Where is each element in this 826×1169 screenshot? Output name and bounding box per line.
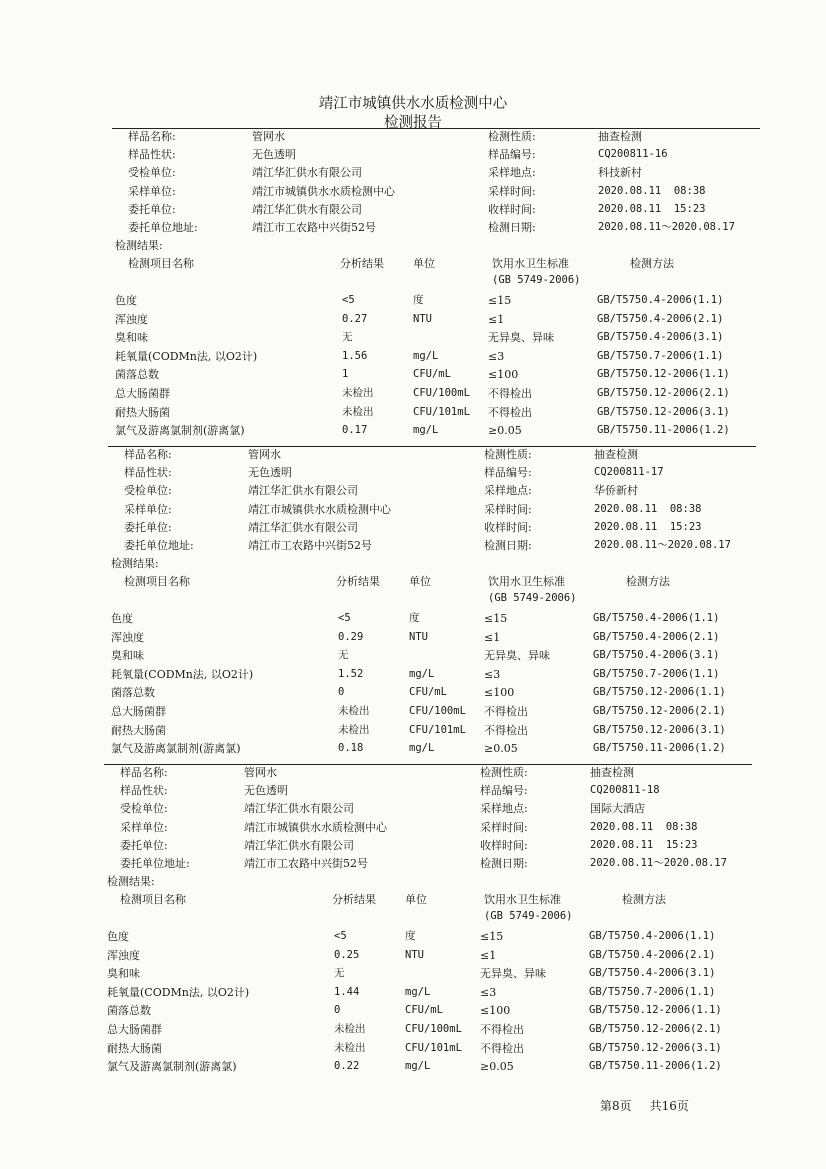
col-standard: 饮用水卫生标准 — [492, 257, 569, 270]
result-unit: mg/L — [413, 424, 439, 437]
label-client-address: 委托单位地址: — [128, 221, 198, 234]
result-method: GB/T5750.12-2006(1.1) — [597, 368, 730, 381]
result-method: GB/T5750.11-2006(1.2) — [589, 1060, 722, 1073]
result-unit: mg/L — [405, 985, 431, 998]
value-receive-time: 2020.08.11 15:23 — [598, 203, 706, 215]
section-divider — [104, 764, 752, 765]
result-method: GB/T5750.7-2006(1.1) — [597, 349, 724, 362]
result-value: 0.25 — [334, 948, 360, 961]
col-item: 检测项目名称 — [128, 257, 194, 270]
col-result: 分析结果 — [340, 257, 384, 270]
result-value: 0.17 — [342, 424, 368, 437]
label-client: 委托单位: — [128, 203, 176, 216]
result-item-name: 总大肠菌群 — [115, 387, 170, 400]
result-value: 未检出 — [334, 1041, 366, 1054]
value-sample-name: 管网水 — [248, 448, 281, 461]
result-item-name: 浑浊度 — [115, 312, 148, 326]
label-results: 检测结果: — [115, 239, 163, 252]
result-item-name: 色度 — [111, 612, 133, 625]
label-test-date: 检测日期: — [480, 857, 528, 870]
value-sampler: 靖江市城镇供水水质检测中心 — [244, 821, 387, 834]
result-unit: CFU/mL — [409, 686, 447, 699]
result-method: GB/T5750.4-2006(2.1) — [593, 630, 720, 643]
value-recipient: 靖江华汇供水有限公司 — [244, 802, 354, 815]
result-unit: CFU/mL — [405, 1004, 443, 1017]
label-results: 检测结果: — [107, 875, 155, 888]
result-item-name: 菌落总数 — [107, 1004, 151, 1018]
result-item-name: 臭和味 — [111, 649, 144, 663]
label-test-nature: 检测性质: — [488, 130, 536, 143]
result-method: GB/T5750.12-2006(1.1) — [589, 1004, 722, 1017]
result-value: 无 — [342, 331, 353, 344]
value-receive-time: 2020.08.11 15:23 — [590, 839, 698, 851]
result-method: GB/T5750.12-2006(3.1) — [589, 1041, 722, 1054]
value-client-address: 靖江市工农路中兴街52号 — [248, 539, 372, 552]
value-sample-state: 无色透明 — [252, 148, 296, 161]
result-method: GB/T5750.4-2006(3.1) — [597, 331, 724, 344]
result-unit: CFU/100mL — [409, 705, 466, 717]
result-value: 未检出 — [342, 387, 374, 399]
result-unit: NTU — [409, 630, 428, 643]
result-item-name: 氯气及游离氯制剂(游离氯) — [111, 742, 241, 756]
result-item-name: 浑浊度 — [111, 630, 144, 644]
result-method: GB/T5750.4-2006(1.1) — [593, 612, 720, 624]
result-standard: ≤100 — [488, 368, 519, 382]
result-standard: ≤100 — [484, 686, 515, 700]
result-value: 0 — [334, 1004, 341, 1017]
label-sample-name: 样品名称: — [120, 766, 168, 779]
label-sample-no: 样品编号: — [484, 466, 532, 479]
result-standard: ≥0.05 — [480, 1060, 514, 1074]
sample-section-2 — [0, 446, 822, 766]
result-value: 无 — [338, 649, 349, 662]
col-method: 检测方法 — [622, 893, 666, 906]
result-unit: NTU — [413, 312, 432, 325]
result-method: GB/T5750.12-2006(2.1) — [589, 1023, 722, 1035]
result-standard: ≤15 — [480, 930, 504, 943]
result-method: GB/T5750.12-2006(2.1) — [593, 705, 726, 717]
org-title: 靖江市城镇供水水质检测中心 — [318, 96, 508, 112]
result-value: 未检出 — [334, 1023, 366, 1035]
label-sampling-time: 采样时间: — [488, 185, 536, 198]
value-sampler: 靖江市城镇供水水质检测中心 — [252, 185, 395, 198]
result-value: 0.27 — [342, 312, 368, 325]
result-standard: ≤15 — [488, 294, 512, 307]
col-item: 检测项目名称 — [124, 575, 190, 588]
result-unit: NTU — [405, 948, 424, 961]
result-value: 0.18 — [338, 742, 364, 755]
col-standard: 饮用水卫生标准 — [484, 893, 561, 906]
result-method: GB/T5750.4-2006(3.1) — [593, 649, 720, 662]
value-client-address: 靖江市工农路中兴街52号 — [252, 221, 376, 234]
result-method: GB/T5750.7-2006(1.1) — [593, 667, 720, 680]
result-item-name: 氯气及游离氯制剂(游离氯) — [107, 1060, 237, 1074]
label-client-address: 委托单位地址: — [120, 857, 190, 870]
value-client-address: 靖江市工农路中兴街52号 — [244, 857, 368, 870]
page-number: 第8页 — [600, 1099, 632, 1113]
value-test-date: 2020.08.11～2020.08.17 — [594, 539, 731, 551]
label-sample-state: 样品性状: — [124, 466, 172, 479]
col-method: 检测方法 — [626, 575, 670, 588]
label-sampling-time: 采样时间: — [484, 503, 532, 516]
sample-section-3 — [0, 764, 818, 1084]
value-client: 靖江华汇供水有限公司 — [244, 839, 354, 852]
result-standard: 无异臭、异味 — [480, 967, 546, 981]
result-item-name: 耐热大肠菌 — [107, 1041, 162, 1055]
result-value: 0.22 — [334, 1060, 360, 1073]
result-item-name: 耐热大肠菌 — [111, 723, 166, 737]
result-unit: CFU/mL — [413, 368, 451, 381]
result-value: 0.29 — [338, 630, 364, 643]
result-standard: ≤1 — [480, 948, 497, 962]
result-standard: ≥0.05 — [484, 742, 518, 756]
result-value: 0 — [338, 686, 345, 699]
result-item-name: 菌落总数 — [111, 686, 155, 700]
result-method: GB/T5750.11-2006(1.2) — [597, 424, 730, 437]
label-sampler: 采样单位: — [120, 821, 168, 834]
col-standard-sub: (GB 5749-2006) — [488, 592, 577, 604]
label-test-date: 检测日期: — [488, 221, 536, 234]
result-item-name: 总大肠菌群 — [111, 705, 166, 718]
value-sample-state: 无色透明 — [244, 784, 288, 797]
result-item-name: 耗氧量(CODMn法, 以O2计) — [111, 667, 254, 681]
label-client: 委托单位: — [120, 839, 168, 852]
label-sampler: 采样单位: — [128, 185, 176, 198]
value-receive-time: 2020.08.11 15:23 — [594, 521, 702, 533]
result-item-name: 耗氧量(CODMn法, 以O2计) — [115, 349, 258, 363]
result-method: GB/T5750.12-2006(2.1) — [597, 387, 730, 399]
value-sample-no: CQ200811-18 — [590, 784, 660, 796]
result-standard: ≤3 — [488, 349, 505, 363]
value-test-date: 2020.08.11～2020.08.17 — [598, 221, 735, 233]
result-unit: mg/L — [409, 742, 435, 755]
label-results: 检测结果: — [111, 557, 159, 570]
result-item-name: 氯气及游离氯制剂(游离氯) — [115, 424, 245, 438]
result-unit: CFU/100mL — [405, 1023, 462, 1035]
result-method: GB/T5750.4-2006(2.1) — [597, 312, 724, 325]
result-item-name: 菌落总数 — [115, 368, 159, 382]
result-method: GB/T5750.4-2006(3.1) — [589, 967, 716, 980]
result-standard: 不得检出 — [484, 723, 528, 737]
result-standard: ≤100 — [480, 1004, 511, 1018]
col-result: 分析结果 — [336, 575, 380, 588]
label-sampling-time: 采样时间: — [480, 821, 528, 834]
col-standard-sub: (GB 5749-2006) — [492, 274, 581, 286]
label-recipient: 受检单位: — [128, 166, 176, 179]
result-standard: 不得检出 — [488, 387, 532, 400]
col-unit: 单位 — [409, 575, 431, 588]
label-sample-no: 样品编号: — [488, 148, 536, 161]
section-divider — [112, 128, 760, 129]
result-standard: ≤1 — [488, 312, 505, 326]
label-client: 委托单位: — [124, 521, 172, 534]
label-receive-time: 收样时间: — [480, 839, 528, 852]
result-value: 未检出 — [342, 405, 374, 418]
result-value: 1.56 — [342, 349, 368, 362]
value-recipient: 靖江华汇供水有限公司 — [252, 166, 362, 179]
result-item-name: 臭和味 — [107, 967, 140, 981]
result-method: GB/T5750.4-2006(2.1) — [589, 948, 716, 961]
label-client-address: 委托单位地址: — [124, 539, 194, 552]
result-unit: mg/L — [409, 667, 435, 680]
result-value: 1.44 — [334, 985, 360, 998]
result-item-name: 总大肠菌群 — [107, 1023, 162, 1036]
label-recipient: 受检单位: — [120, 802, 168, 815]
label-receive-time: 收样时间: — [484, 521, 532, 534]
label-sampling-site: 采样地点: — [484, 484, 532, 497]
result-item-name: 色度 — [107, 930, 129, 943]
result-value: 1 — [342, 368, 349, 381]
result-standard: ≤15 — [484, 612, 508, 625]
label-receive-time: 收样时间: — [488, 203, 536, 216]
result-standard: 不得检出 — [480, 1041, 524, 1055]
result-method: GB/T5750.7-2006(1.1) — [589, 985, 716, 998]
value-recipient: 靖江华汇供水有限公司 — [248, 484, 358, 497]
label-test-date: 检测日期: — [484, 539, 532, 552]
result-standard: 不得检出 — [488, 405, 532, 419]
value-sampling-time: 2020.08.11 08:38 — [598, 185, 706, 197]
result-standard: 无异臭、异味 — [488, 331, 554, 345]
result-method: GB/T5750.12-2006(3.1) — [597, 405, 730, 418]
value-sampling-time: 2020.08.11 08:38 — [594, 503, 702, 515]
result-item-name: 色度 — [115, 294, 137, 307]
value-client: 靖江华汇供水有限公司 — [252, 203, 362, 216]
col-standard: 饮用水卫生标准 — [488, 575, 565, 588]
result-method: GB/T5750.4-2006(1.1) — [597, 294, 724, 306]
label-sampling-site: 采样地点: — [480, 802, 528, 815]
label-sample-no: 样品编号: — [480, 784, 528, 797]
report-title: 检测报告 — [384, 115, 442, 131]
result-method: GB/T5750.12-2006(1.1) — [593, 686, 726, 699]
label-sample-state: 样品性状: — [120, 784, 168, 797]
label-recipient: 受检单位: — [124, 484, 172, 497]
label-test-nature: 检测性质: — [480, 766, 528, 779]
result-method: GB/T5750.12-2006(3.1) — [593, 723, 726, 736]
label-sample-name: 样品名称: — [128, 130, 176, 143]
label-sampling-site: 采样地点: — [488, 166, 536, 179]
result-unit: CFU/101mL — [405, 1041, 462, 1054]
col-unit: 单位 — [405, 893, 427, 906]
result-unit: 度 — [413, 294, 424, 306]
result-standard: ≥0.05 — [488, 424, 522, 438]
value-test-nature: 抽查检测 — [590, 766, 634, 779]
result-unit: mg/L — [405, 1060, 431, 1073]
result-unit: CFU/100mL — [413, 387, 470, 399]
value-client: 靖江华汇供水有限公司 — [248, 521, 358, 534]
label-sample-name: 样品名称: — [124, 448, 172, 461]
result-value: <5 — [334, 930, 347, 942]
col-item: 检测项目名称 — [120, 893, 186, 906]
result-item-name: 浑浊度 — [107, 948, 140, 962]
result-item-name: 耐热大肠菌 — [115, 405, 170, 419]
col-standard-sub: (GB 5749-2006) — [484, 910, 573, 922]
sample-section-1 — [0, 128, 826, 448]
col-method: 检测方法 — [630, 257, 674, 270]
col-unit: 单位 — [413, 257, 435, 270]
value-sample-no: CQ200811-16 — [598, 148, 668, 160]
value-sampling-site: 华侨新村 — [594, 484, 638, 497]
value-test-date: 2020.08.11～2020.08.17 — [590, 857, 727, 869]
label-sampler: 采样单位: — [124, 503, 172, 516]
result-value: <5 — [338, 612, 351, 624]
result-item-name: 臭和味 — [115, 331, 148, 345]
result-standard: ≤1 — [484, 630, 501, 644]
result-value: 未检出 — [338, 723, 370, 736]
result-unit: 度 — [405, 930, 416, 942]
result-unit: CFU/101mL — [413, 405, 470, 418]
page-footer — [600, 1097, 707, 1114]
value-sampling-time: 2020.08.11 08:38 — [590, 821, 698, 833]
result-unit: CFU/101mL — [409, 723, 466, 736]
result-value: <5 — [342, 294, 355, 306]
label-sample-state: 样品性状: — [128, 148, 176, 161]
page-total: 共16页 — [649, 1099, 689, 1113]
value-sampling-site: 科技新村 — [598, 166, 642, 179]
value-sample-name: 管网水 — [244, 766, 277, 779]
result-unit: 度 — [409, 612, 420, 624]
value-test-nature: 抽查检测 — [594, 448, 638, 461]
result-standard: 无异臭、异味 — [484, 649, 550, 663]
result-value: 1.52 — [338, 667, 364, 680]
value-sample-no: CQ200811-17 — [594, 466, 664, 478]
result-standard: ≤3 — [480, 985, 497, 999]
result-unit: mg/L — [413, 349, 439, 362]
result-standard: 不得检出 — [484, 705, 528, 718]
value-test-nature: 抽查检测 — [598, 130, 642, 143]
value-sampling-site: 国际大酒店 — [590, 802, 645, 815]
value-sample-state: 无色透明 — [248, 466, 292, 479]
result-method: GB/T5750.4-2006(1.1) — [589, 930, 716, 942]
result-method: GB/T5750.11-2006(1.2) — [593, 742, 726, 755]
col-result: 分析结果 — [332, 893, 376, 906]
result-item-name: 耗氧量(CODMn法, 以O2计) — [107, 985, 250, 999]
section-divider — [108, 446, 756, 447]
result-standard: ≤3 — [484, 667, 501, 681]
label-test-nature: 检测性质: — [484, 448, 532, 461]
result-value: 无 — [334, 967, 345, 980]
value-sampler: 靖江市城镇供水水质检测中心 — [248, 503, 391, 516]
result-standard: 不得检出 — [480, 1023, 524, 1036]
value-sample-name: 管网水 — [252, 130, 285, 143]
result-value: 未检出 — [338, 705, 370, 717]
